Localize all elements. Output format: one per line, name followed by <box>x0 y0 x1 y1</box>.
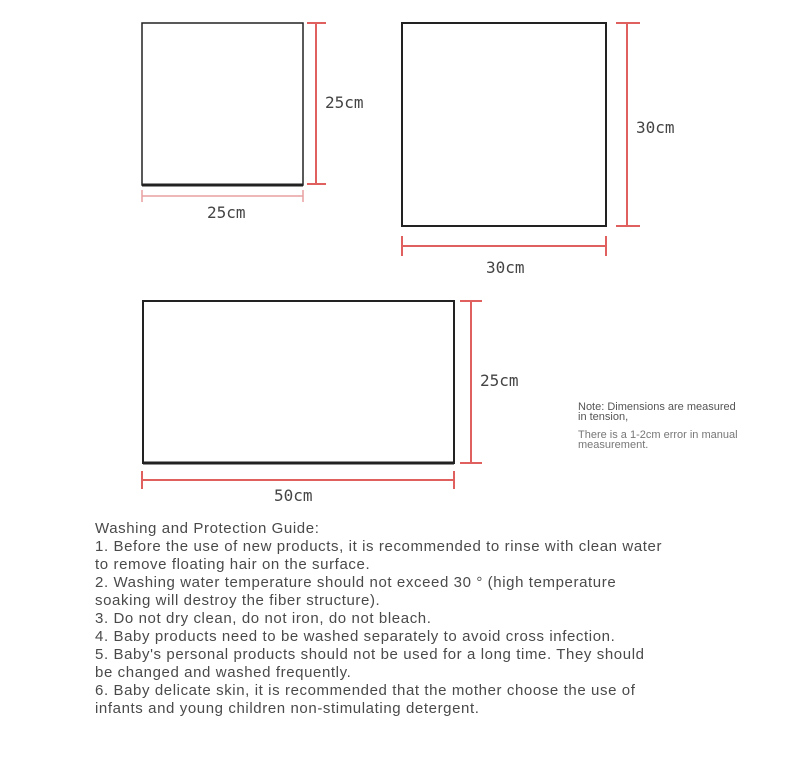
note-line-1: Note: Dimensions are measured <box>578 401 736 413</box>
shape-rectangle <box>142 301 519 505</box>
small-square-width-label: 25cm <box>207 203 246 222</box>
small-square-width-dimension <box>142 190 303 202</box>
measurement-note <box>578 402 778 450</box>
large-square-height-label: 30cm <box>636 118 675 137</box>
large-square-width-dimension <box>402 236 606 256</box>
note-line-4: measurement. <box>578 439 649 451</box>
guide-title: Washing and Protection Guide: <box>95 520 320 537</box>
rectangle-width-label: 50cm <box>274 486 313 505</box>
note-line-3: There is a 1-2cm error in manual <box>578 429 738 441</box>
note-line-2: in tension, <box>578 411 629 423</box>
guide-line: to remove floating hair on the surface. <box>95 556 371 573</box>
guide-line: 5. Baby's personal products should not be used for a long time. They should <box>95 646 645 663</box>
rectangle-outline <box>143 301 454 463</box>
small-square-outline <box>142 23 303 185</box>
small-square-height-label: 25cm <box>325 93 364 112</box>
rectangle-height-label: 25cm <box>480 371 519 390</box>
small-square-height-dimension <box>307 23 326 184</box>
guide-line: 4. Baby products need to be washed separately to avoid cross infection. <box>95 628 616 645</box>
washing-guide <box>95 520 755 718</box>
rectangle-height-dimension <box>460 301 482 463</box>
large-square-outline <box>402 23 606 226</box>
shape-small-square <box>142 23 364 222</box>
shape-large-square <box>402 23 675 277</box>
guide-line: 1. Before the use of new products, it is recommended to rinse with clean water <box>95 538 663 555</box>
guide-line: 2. Washing water temperature should not exceed 30 ° (high temperature <box>95 574 617 591</box>
guide-line: soaking will destroy the fiber structure). <box>95 592 381 609</box>
large-square-width-label: 30cm <box>486 258 525 277</box>
guide-line: infants and young children non-stimulating detergent. <box>95 700 480 717</box>
guide-line: 3. Do not dry clean, do not iron, do not bleach. <box>95 610 432 627</box>
guide-line: 6. Baby delicate skin, it is recommended that the mother choose the use of <box>95 682 636 699</box>
guide-line: be changed and washed frequently. <box>95 664 352 681</box>
